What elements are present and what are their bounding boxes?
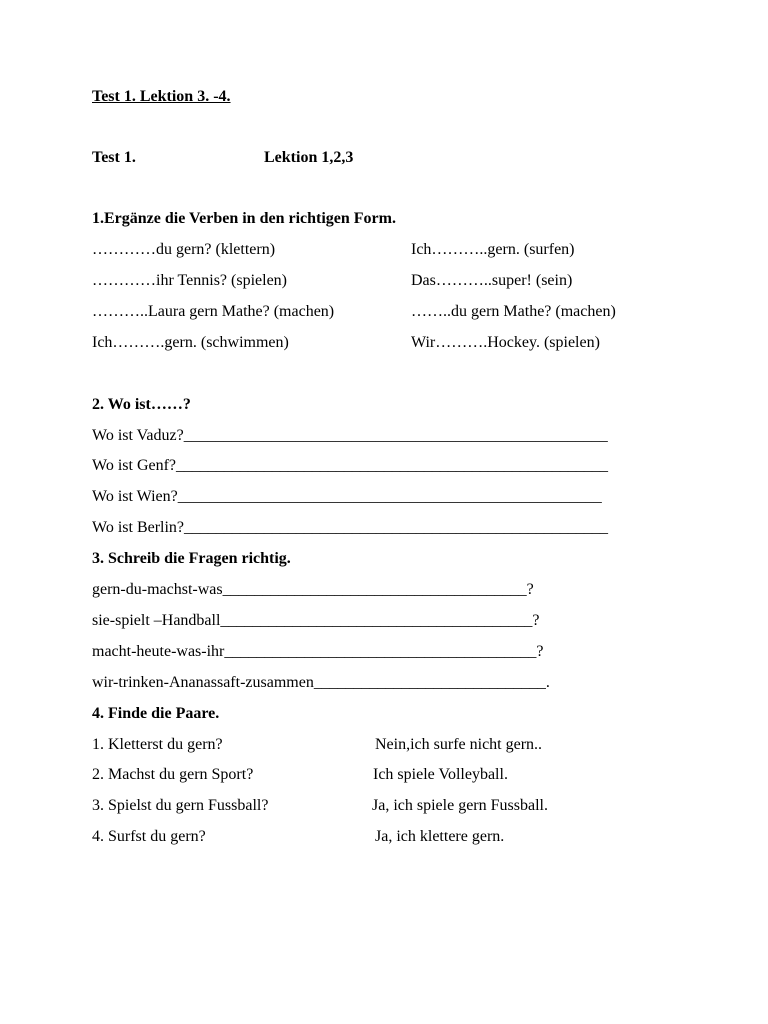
section2-question-line: Wo ist Genf?______________________________________________________ — [92, 457, 609, 474]
section4-question: 4. Surfst du gern? — [92, 828, 206, 845]
section1-right-item: ……..du gern Mathe? (machen) — [411, 303, 616, 320]
section4-answer: Ich spiele Volleyball. — [373, 766, 508, 783]
section1-heading: 1.Ergänze die Verben in den richtigen Form. — [92, 210, 396, 227]
section2-question-line: Wo ist Wien?_____________________________________________________ — [92, 488, 602, 505]
section4-answer: Ja, ich spiele gern Fussball. — [372, 797, 548, 814]
section1-left-item: ………..Laura gern Mathe? (machen) — [92, 303, 335, 320]
section3-question-line: sie-spielt –Handball_______________________________________? — [92, 612, 540, 629]
section3-question-line: gern-du-machst-was______________________________________? — [92, 581, 534, 598]
lektion-label: Lektion 1,2,3 — [264, 149, 354, 166]
section1-right-item: Wir……….Hockey. (spielen) — [411, 334, 600, 351]
section2-question-line: Wo ist Berlin?_____________________________________________________ — [92, 519, 609, 536]
document-title: Test 1. Lektion 3. -4. — [92, 88, 231, 105]
section3-question-line: macht-heute-was-ihr_______________________________________? — [92, 643, 544, 660]
section1-left-item: …………ihr Tennis? (spielen) — [92, 272, 287, 289]
section2-question-line: Wo ist Vaduz?_____________________________________________________ — [92, 427, 608, 444]
section4-question: 1. Kletterst du gern? — [92, 736, 223, 753]
section1-left-item: Ich……….gern. (schwimmen) — [92, 334, 289, 351]
section4-answer: Ja, ich klettere gern. — [375, 828, 505, 845]
section4-question: 3. Spielst du gern Fussball? — [92, 797, 269, 814]
section1-left-item: …………du gern? (klettern) — [92, 241, 276, 258]
test-label: Test 1. — [92, 149, 136, 166]
section3-question-line: wir-trinken-Ananassaft-zusammen_____________________________. — [92, 674, 550, 691]
section1-right-item: Ich………..gern. (surfen) — [411, 241, 575, 258]
section4-answer: Nein,ich surfe nicht gern.. — [375, 736, 543, 753]
section4-question: 2. Machst du gern Sport? — [92, 766, 254, 783]
section4-heading: 4. Finde die Paare. — [92, 705, 220, 722]
section2-heading: 2. Wo ist……? — [92, 396, 191, 413]
section3-heading: 3. Schreib die Fragen richtig. — [92, 550, 291, 567]
section1-right-item: Das………..super! (sein) — [411, 272, 573, 289]
